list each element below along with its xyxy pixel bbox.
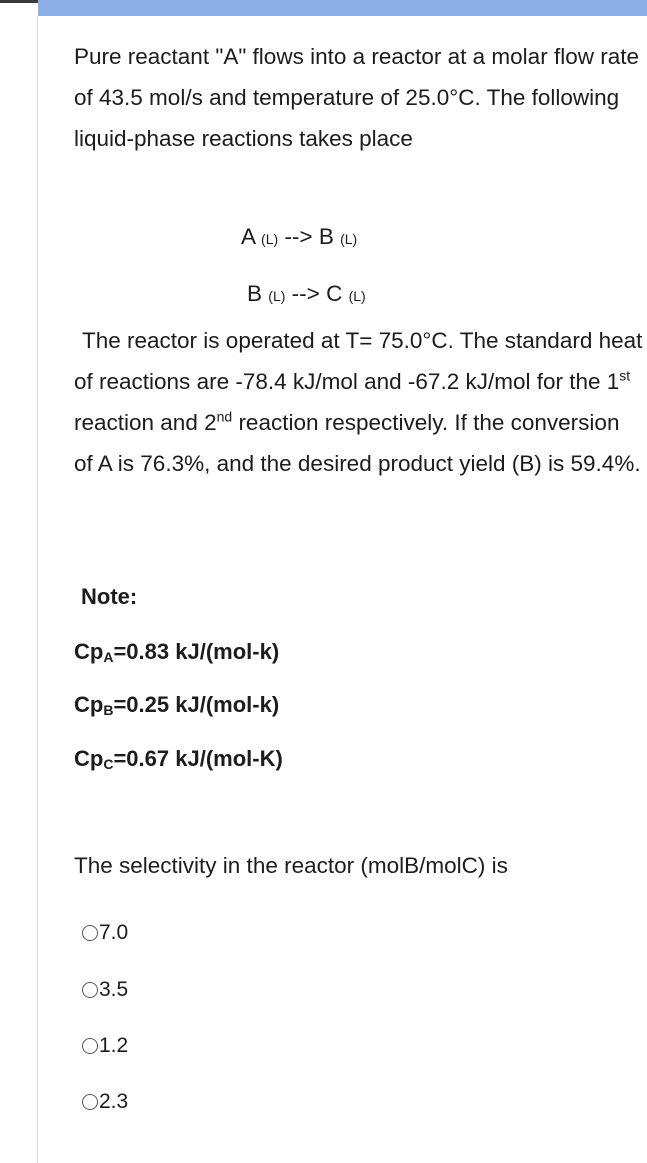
reactant-b: B <box>247 281 263 306</box>
product-b: B <box>318 224 334 249</box>
radio-button[interactable] <box>82 1094 98 1110</box>
note-label: Note: <box>81 584 138 609</box>
reaction-equation-2 <box>247 279 366 311</box>
question-intro: Pure reactant "A" flows into a reactor at a molar flow rate of 43.5 mol/s and temperature of 25.0°C. The following liquid-phase reactions takes place <box>74 44 639 151</box>
cp-value: =0.83 kJ/(mol-k) <box>113 639 280 664</box>
phase-label: (L) <box>340 231 358 247</box>
heat-capacity-a <box>74 639 279 665</box>
option-label: 3.5 <box>99 978 129 1001</box>
question-body <box>74 320 644 484</box>
answer-option-2[interactable] <box>82 977 128 1003</box>
reactant-a: A <box>241 224 255 249</box>
reaction-arrow: --> <box>291 281 320 306</box>
cp-value: =0.67 kJ/(mol-K) <box>113 746 283 771</box>
cp-subscript: C <box>103 756 114 772</box>
radio-button[interactable] <box>82 1038 98 1054</box>
answer-option-1[interactable] <box>82 920 128 946</box>
product-c: C <box>326 281 343 306</box>
ordinal-suffix: st <box>619 367 631 384</box>
cp-prefix: Cp <box>74 639 104 664</box>
ordinal-suffix: nd <box>216 408 233 425</box>
answer-option-3[interactable] <box>82 1033 128 1059</box>
option-label: 7.0 <box>99 921 129 944</box>
question-header-bar <box>38 0 647 16</box>
phase-label: (L) <box>348 288 366 304</box>
reaction-equation-1 <box>241 222 357 254</box>
option-label: 1.2 <box>99 1034 129 1057</box>
body-text-part: reaction respectively. If the conversion of A is 76.3%, and the desired product yield (B) is 59.4%. <box>74 410 641 476</box>
cp-prefix: Cp <box>74 692 104 717</box>
body-text-part: The reactor is operated at T= 75.0°C. The standard heat of reactions are -78.4 kJ/mol and -67.2 kJ/mol for the 1 <box>74 328 643 394</box>
option-label: 2.3 <box>99 1090 129 1113</box>
question-card-border <box>37 16 38 1163</box>
heat-capacity-b <box>74 692 279 718</box>
radio-button[interactable] <box>82 925 98 941</box>
cp-value: =0.25 kJ/(mol-k) <box>113 692 280 717</box>
cp-subscript: A <box>103 649 114 665</box>
radio-button[interactable] <box>82 982 98 998</box>
answer-option-4[interactable] <box>82 1089 128 1115</box>
reaction-arrow: --> <box>284 224 313 249</box>
phase-label: (L) <box>268 288 286 304</box>
heat-capacity-c <box>74 746 283 772</box>
body-text-part: reaction and 2 <box>74 410 217 435</box>
top-divider-line <box>0 0 38 3</box>
cp-prefix: Cp <box>74 746 104 771</box>
phase-label: (L) <box>261 231 279 247</box>
question-prompt: The selectivity in the reactor (molB/molC) is <box>74 853 508 878</box>
cp-subscript: B <box>103 702 114 718</box>
